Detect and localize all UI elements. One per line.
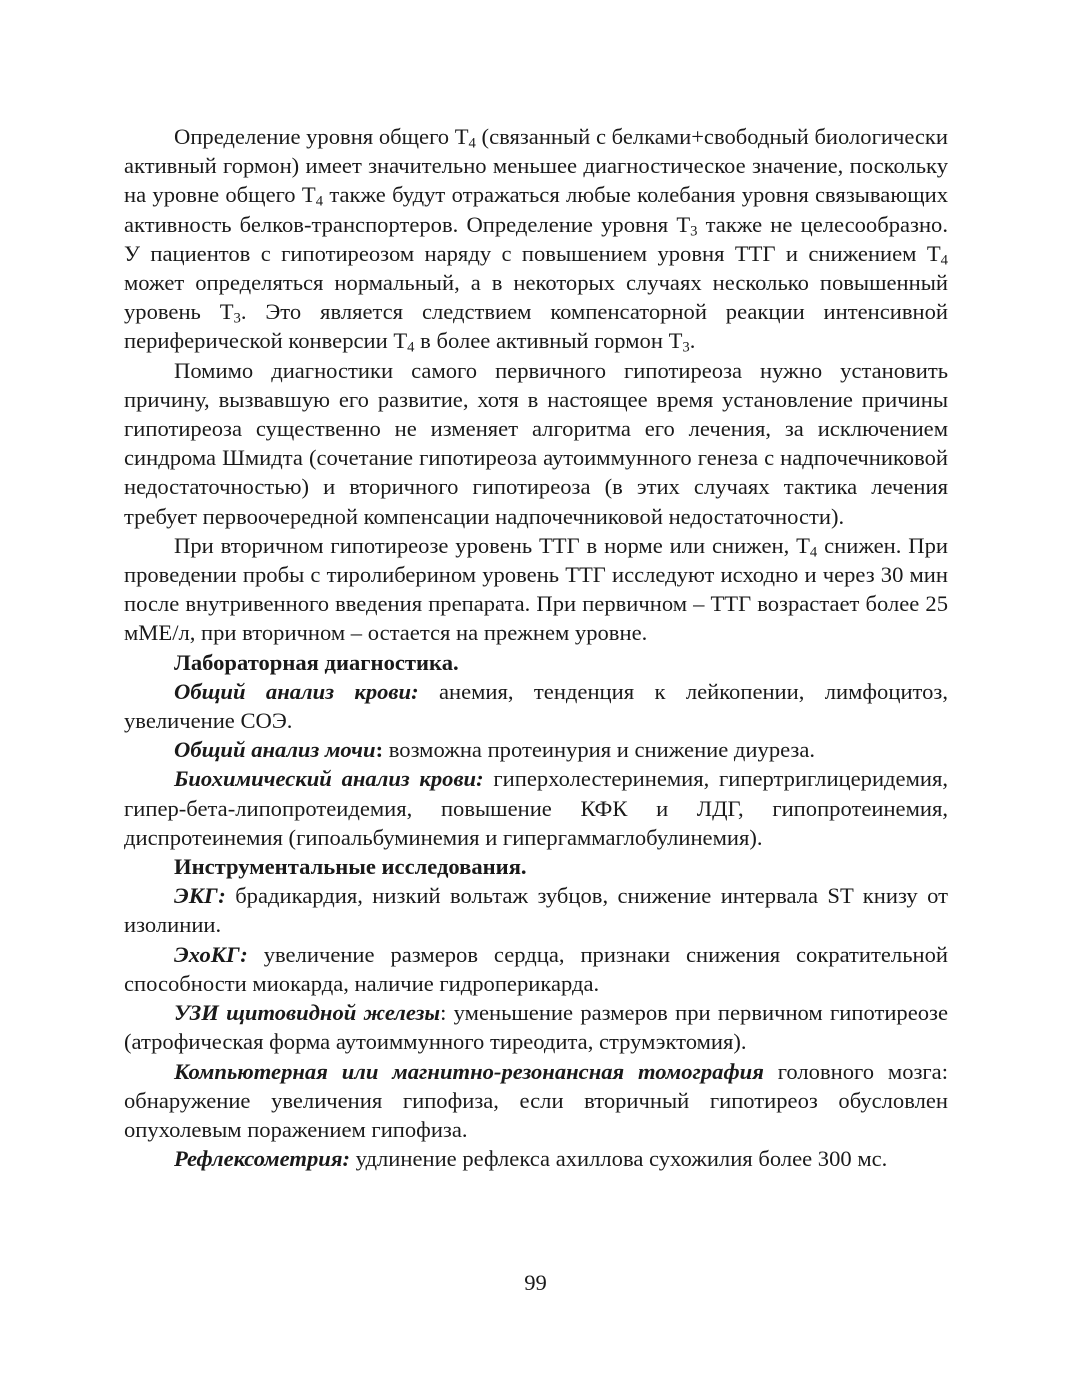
paragraph xyxy=(124,122,948,356)
subscript: 4 xyxy=(407,340,415,357)
text-segment: брадикардия, низкий вольтаж зубцов, снижение интервала ST книзу от изолинии. xyxy=(124,883,948,938)
text-segment: гиперхолестеринемия, гипертриглицеридемия, гипер-бета-липопротеидемия, повышение КФК и ЛДГ, гипопротеинемия, диспротеинемия (гипоальбуминемия и гипергаммаглобулинемия). xyxy=(124,766,948,850)
subscript: 4 xyxy=(315,194,324,211)
page-number: 99 xyxy=(524,1270,547,1295)
section-heading xyxy=(124,648,948,677)
paragraph xyxy=(124,1144,948,1173)
text-segment: . Это является следствием компенсаторной реакции интенсивной периферической конверсии Т xyxy=(124,299,948,354)
text-segment: Лабораторная диагностика. xyxy=(174,649,459,675)
paragraph-lead-term: ЭКГ: xyxy=(174,883,226,909)
text-segment: . xyxy=(689,328,696,354)
paragraph-lead-term: Рефлексометрия: xyxy=(174,1146,350,1172)
paragraph-lead-term: Общий анализ мочи xyxy=(174,737,376,763)
paragraph-lead-term: ЭхоКГ: xyxy=(174,941,248,967)
paragraph xyxy=(124,356,948,531)
paragraph-lead-term: Компьютерная или магнитно-резонансная томография xyxy=(174,1058,764,1084)
text-segment: возможна протеинурия и снижение диуреза. xyxy=(383,737,816,763)
paragraph xyxy=(124,735,948,764)
subscript: 4 xyxy=(940,252,948,269)
text-segment: Помимо диагностики самого первичного гипотиреоза нужно установить причину, вызвавшую его развитие, хотя в настоящее время установление причины гипотиреоза существенно не изменяет алгоритма его лечения, за исключением синдрома Шмидта (сочетание гипотиреоза аутоиммунного генеза с надпочечниковой недостаточностью) и вторичного гипотиреоза (в этих случаях тактика лечения требует первоочередной компенсации надпочечниковой недостаточности). xyxy=(124,357,948,529)
paragraph xyxy=(124,940,948,998)
subscript: 4 xyxy=(809,544,818,561)
text-segment: в более активный гормон Т xyxy=(414,328,683,354)
text-segment: анемия, тенденция к лейкопении, лимфоцитоз, увеличение СОЭ. xyxy=(124,678,948,734)
text-segment: Инструментальные исследования. xyxy=(174,854,527,880)
text-segment: может определяться нормальный, а в некоторых случаях несколько повышенный уровень Т xyxy=(124,270,948,325)
text-segment: также будут отражаться любые колебания уровня связывающих активность белков-транспортеров. Определение уровня Т xyxy=(124,182,948,237)
paragraph xyxy=(124,1057,948,1145)
paragraph xyxy=(124,677,948,735)
paragraph-lead-term: УЗИ щитовидной железы xyxy=(174,1000,441,1026)
paragraph-lead-term: Общий анализ крови: xyxy=(174,678,419,704)
text-segment: снижен. При проведении пробы с тиролиберином уровень ТТГ исследуют исходно и через 30 мин после внутривенного введения препарата. При первичном – ТТГ возрастает более 25 мМЕ/л, при вторичном – остается на прежнем уровне. xyxy=(124,532,949,646)
subscript: 3 xyxy=(233,310,241,327)
subscript: 3 xyxy=(682,340,690,357)
paragraph-lead-term: Биохимический анализ крови: xyxy=(174,766,484,792)
paragraph xyxy=(124,531,948,648)
page-body-text xyxy=(124,122,948,1173)
text-segment: : xyxy=(375,737,384,763)
paragraph xyxy=(124,764,948,852)
text-segment: увеличение размеров сердца, признаки снижения сократительной способности миокарда, наличие гидроперикарда. xyxy=(124,941,948,996)
text-segment: При вторичном гипотиреозе уровень ТТГ в норме или снижен, Т xyxy=(174,532,810,558)
paragraph xyxy=(124,881,948,939)
section-heading xyxy=(124,852,948,881)
subscript: 3 xyxy=(690,223,698,240)
paragraph xyxy=(124,998,948,1056)
text-segment: (связанный с белками+свободный биологически активный гормон) имеет значительно меньшее диагностическое значение, поскольку на уровне общего Т xyxy=(124,124,949,208)
subscript: 4 xyxy=(468,135,476,152)
text-segment: также не целесообразно. У пациентов с гипотиреозом наряду с повышением уровня ТТГ и снижением Т xyxy=(124,211,948,266)
text-segment: головного мозга: обнаружение увеличения гипофиза, если вторичный гипотиреоз обусловлен опухолевым поражением гипофиза. xyxy=(124,1058,948,1142)
text-segment: : уменьшение размеров при первичном гипотиреозе (атрофическая форма аутоиммунного тиреодита, струмэктомия). xyxy=(124,1000,948,1055)
text-segment: удлинение рефлекса ахиллова сухожилия более 300 мс. xyxy=(349,1146,888,1172)
text-segment: Определение уровня общего Т xyxy=(174,124,469,149)
